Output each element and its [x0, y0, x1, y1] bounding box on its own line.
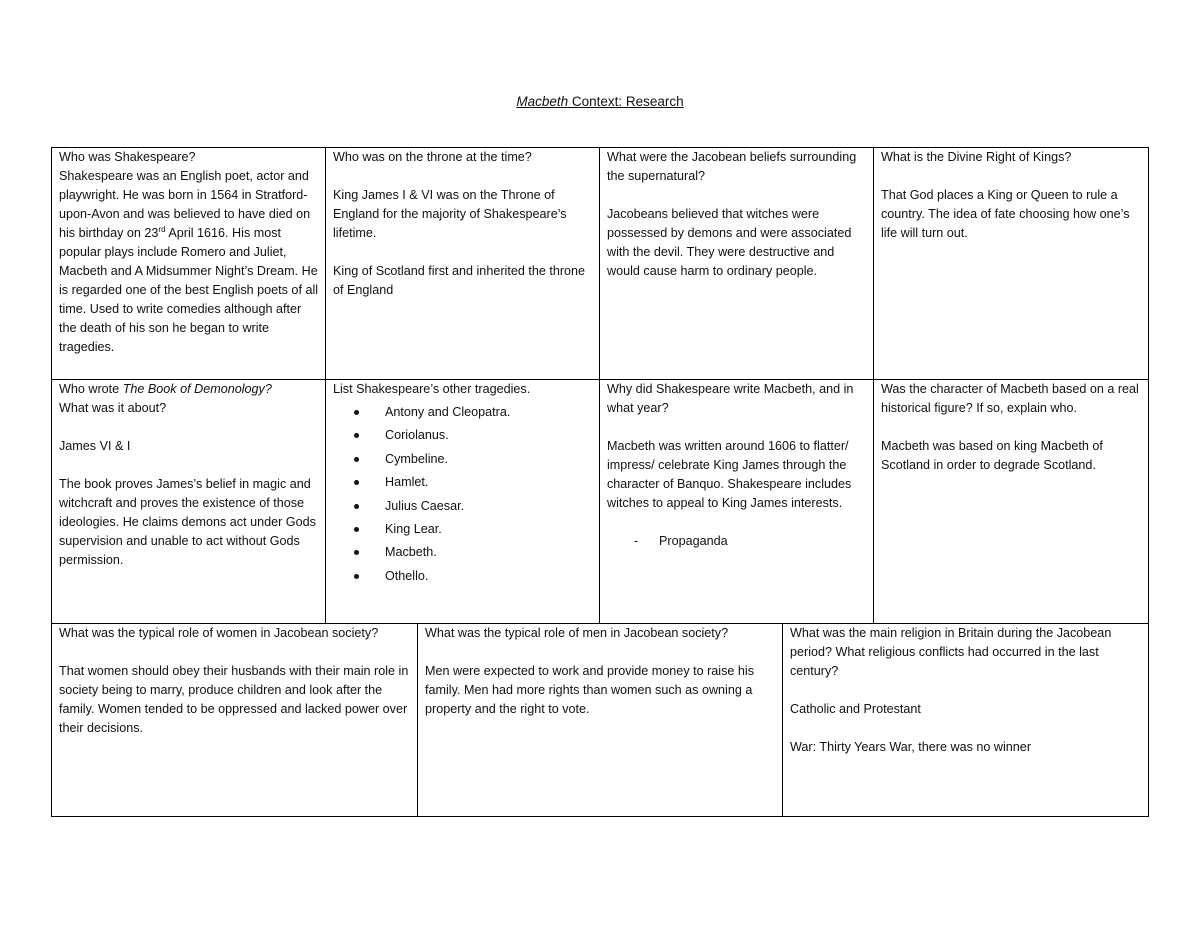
cell-demonology	[52, 380, 326, 624]
question-divine-right: What is the Divine Right of Kings?	[881, 150, 1072, 164]
cell-why-macbeth	[600, 380, 874, 624]
dash-marker: -	[634, 534, 639, 548]
answer-throne-1: King James I & VI was on the Throne of England for the majority of Shakespeare’s lifetime.	[333, 188, 567, 240]
cell-shakespeare	[52, 148, 326, 380]
tragedy-item: King Lear.	[385, 521, 442, 536]
answer-men: Men were expected to work and provide money to raise his family. Men had more rights than women such as owning a property and the right to vote.	[425, 664, 755, 716]
question-throne: Who was on the throne at the time?	[333, 150, 532, 164]
cell-divine-right	[874, 148, 1149, 380]
question-demonology	[59, 380, 319, 399]
question-tragedies: List Shakespeare’s other tragedies.	[333, 382, 531, 396]
research-table-top	[51, 147, 1149, 624]
tragedy-item: Macbeth.	[385, 545, 437, 560]
question-religion: What was the main religion in Britain during the Jacobean period? What religious conflicts had occurred in the last century?	[790, 626, 1112, 678]
question-historical-figure: Was the character of Macbeth based on a real historical figure? If so, explain who.	[881, 382, 1139, 415]
page-title	[0, 92, 1200, 111]
propaganda-item: Propaganda	[659, 534, 728, 548]
table-row	[52, 624, 1149, 817]
answer-why-macbeth: Macbeth was written around 1606 to flatter/ impress/ celebrate King James through the character of Banquo. Shakespeare includes witches to appeal to King James interests.	[607, 439, 852, 510]
tragedies-list	[333, 403, 593, 586]
answer-historical-figure: Macbeth was based on king Macbeth of Scotland in order to degrade Scotland.	[881, 439, 1103, 472]
cell-men	[418, 624, 783, 817]
question-why-macbeth: Why did Shakespeare write Macbeth, and in what year?	[607, 382, 854, 415]
research-table-bottom	[51, 623, 1149, 817]
list-item	[333, 543, 593, 562]
list-item	[607, 532, 867, 551]
answer-demonology-1: James VI & I	[59, 439, 131, 453]
table-row	[52, 148, 1149, 380]
cell-throne	[326, 148, 600, 380]
cell-beliefs	[600, 148, 874, 380]
answer-religion-2: War: Thirty Years War, there was no winner	[790, 740, 1032, 754]
list-item	[333, 426, 593, 445]
question-men: What was the typical role of men in Jacobean society?	[425, 626, 729, 640]
list-item	[333, 450, 593, 469]
title-play-name: Macbeth	[516, 94, 569, 109]
cell-women	[52, 624, 418, 817]
answer-shakespeare	[59, 167, 319, 357]
answer-shakespeare-part2: April 1616. His most popular plays include Romero and Juliet, Macbeth and A Midsummer Night’s Dream. He is regarded one of the best English poets of all time. Used to write comedies although after the death of his son he began to write tragedies.	[59, 226, 319, 354]
list-item	[333, 497, 593, 516]
tragedy-item: Julius Caesar.	[385, 498, 465, 513]
tragedy-item: Othello.	[385, 568, 429, 583]
tragedy-item: Hamlet.	[385, 475, 429, 490]
question-demonology-line2: What was it about?	[59, 401, 167, 415]
list-item	[333, 520, 593, 539]
cell-religion	[783, 624, 1149, 817]
cell-tragedies	[326, 380, 600, 624]
cell-historical-figure	[874, 380, 1149, 624]
list-item	[333, 567, 593, 586]
question-demonology-prefix: Who wrote	[59, 382, 123, 396]
title-rest: Context: Research	[568, 94, 684, 109]
answer-shakespeare-part1: Shakespeare was an English poet, actor and playwright. He was born in 1564 in Stratford-upon-Avon and was believed to have died on his birthday on 23	[59, 169, 311, 240]
answer-shakespeare-sup: rd	[158, 224, 166, 234]
question-women: What was the typical role of women in Jacobean society?	[59, 626, 379, 640]
list-item	[333, 473, 593, 492]
table-row	[52, 380, 1149, 624]
answer-religion-1: Catholic and Protestant	[790, 702, 921, 716]
answer-women: That women should obey their husbands with their main role in society being to marry, produce children and look after the family. Women tended to be oppressed and lacked power over their decisions.	[59, 664, 409, 735]
question-shakespeare: Who was Shakespeare?	[59, 150, 196, 164]
tragedy-item: Cymbeline.	[385, 451, 448, 466]
tragedy-item: Antony and Cleopatra.	[385, 405, 511, 419]
answer-throne-2: King of Scotland first and inherited the throne of England	[333, 264, 586, 297]
question-beliefs: What were the Jacobean beliefs surrounding the supernatural?	[607, 150, 857, 183]
question-demonology-book: The Book of Demonology?	[122, 382, 272, 396]
answer-demonology-2: The book proves James’s belief in magic and witchcraft and proves the existence of those ideologies. He claims demons act under Gods supervision and unable to act without Gods permission.	[59, 477, 316, 567]
list-item	[333, 403, 593, 422]
answer-beliefs: Jacobeans believed that witches were possessed by demons and were associated with the devil. They were destructive and would cause harm to ordinary people.	[607, 207, 852, 278]
tragedy-item: Coriolanus.	[385, 428, 449, 443]
answer-divine-right: That God places a King or Queen to rule a country. The idea of fate choosing how one’s life will turn out.	[881, 188, 1130, 240]
